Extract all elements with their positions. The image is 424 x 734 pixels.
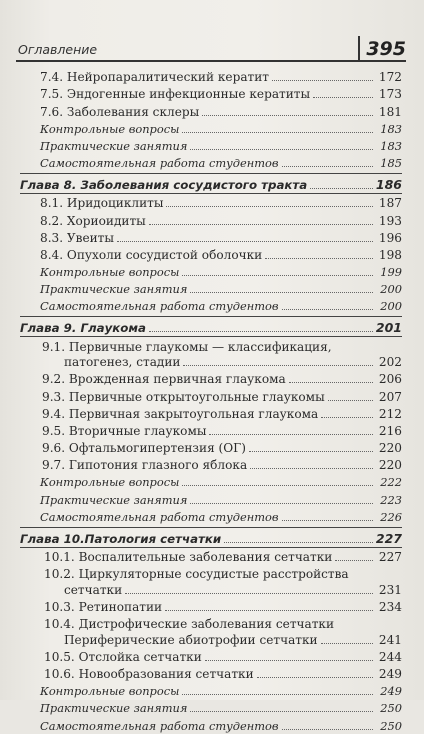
toc-entry-title: Контрольные вопросы bbox=[40, 684, 180, 699]
toc-entry-page: 200 bbox=[380, 299, 402, 314]
toc-entry bbox=[20, 120, 402, 137]
dot-leader bbox=[282, 166, 374, 167]
toc-entry bbox=[20, 682, 402, 699]
toc-chapter-entry bbox=[20, 174, 402, 193]
toc-entry-page: 220 bbox=[378, 441, 402, 456]
toc-entry-title: 7.4. Нейропаралитический кератит bbox=[40, 70, 269, 85]
toc-entry bbox=[20, 370, 402, 387]
toc-entry-title: Практические занятия bbox=[40, 282, 188, 297]
dot-leader bbox=[190, 149, 373, 150]
toc-entry bbox=[20, 716, 402, 733]
dot-leader bbox=[117, 241, 373, 242]
toc-entry-page: 187 bbox=[378, 196, 402, 211]
toc-entry-title: 8.2. Хориоидиты bbox=[40, 213, 146, 228]
toc-entry-page: 227 bbox=[378, 550, 402, 564]
dot-leader bbox=[149, 224, 373, 225]
dot-leader bbox=[182, 485, 373, 486]
toc-entry-page: 250 bbox=[380, 701, 402, 716]
dot-leader bbox=[183, 365, 373, 366]
toc-entry-title: сетчатки bbox=[64, 582, 123, 597]
dot-leader bbox=[282, 309, 374, 310]
running-header bbox=[16, 36, 406, 62]
toc-entry-title: 9.7. Гипотония глазного яблока bbox=[42, 458, 248, 473]
toc-entry-title: 7.5. Эндогенные инфекционные кератиты bbox=[40, 87, 311, 102]
toc-entry-page: 249 bbox=[380, 684, 402, 699]
toc-entry-title: 10.2. Циркуляторные сосудистые расстройства bbox=[44, 567, 349, 582]
dot-leader bbox=[224, 542, 373, 543]
toc-entry-page: 200 bbox=[380, 282, 402, 297]
toc-entry-page: 216 bbox=[378, 423, 402, 438]
toc-entry bbox=[20, 337, 402, 354]
toc-entry-title: Практические занятия bbox=[40, 492, 188, 507]
toc-entry-page: 198 bbox=[378, 247, 402, 262]
table-of-contents bbox=[20, 68, 402, 734]
toc-entry bbox=[20, 632, 402, 648]
dot-leader bbox=[272, 80, 373, 81]
toc-entry bbox=[20, 154, 402, 171]
toc-entry-page: 201 bbox=[375, 320, 402, 336]
toc-entry bbox=[20, 548, 402, 565]
toc-entry-page: 193 bbox=[378, 213, 402, 228]
dot-leader bbox=[335, 560, 373, 561]
toc-entry bbox=[20, 263, 402, 280]
page-number: 395 bbox=[358, 36, 406, 62]
toc-entry bbox=[20, 598, 402, 615]
toc-entry-title: 10.5. Отслойка сетчатки bbox=[44, 649, 202, 664]
toc-entry-title: 8.3. Увеиты bbox=[40, 230, 115, 245]
dot-leader bbox=[166, 206, 373, 207]
toc-entry-page: 183 bbox=[380, 138, 402, 153]
dot-leader bbox=[205, 660, 373, 661]
dot-leader bbox=[149, 331, 373, 332]
toc-entry-title: Глава 8. Заболевания сосудистого тракта bbox=[20, 178, 308, 193]
toc-entry-page: 185 bbox=[380, 156, 402, 171]
toc-entry bbox=[20, 439, 402, 456]
dot-leader bbox=[257, 677, 373, 678]
toc-entry-page: 220 bbox=[378, 458, 402, 473]
toc-entry-page: 231 bbox=[378, 582, 402, 597]
toc-entry bbox=[20, 280, 402, 297]
dot-leader bbox=[202, 115, 373, 116]
toc-chapter-entry bbox=[20, 317, 402, 336]
toc-entry-title: 9.5. Вторичные глаукомы bbox=[42, 423, 207, 438]
dot-leader bbox=[209, 434, 373, 435]
toc-entry-title: Периферические абиотрофии сетчатки bbox=[64, 632, 318, 647]
header-title: Оглавление bbox=[18, 42, 98, 57]
toc-entry-title: Контрольные вопросы bbox=[40, 265, 180, 280]
toc-entry-page: 206 bbox=[378, 372, 402, 387]
toc-entry bbox=[20, 297, 402, 314]
dot-leader bbox=[190, 503, 373, 504]
dot-leader bbox=[282, 729, 374, 730]
toc-entry bbox=[20, 582, 402, 598]
toc-entry-page: 249 bbox=[378, 666, 402, 681]
dot-leader bbox=[289, 382, 373, 383]
toc-entry bbox=[20, 665, 402, 682]
dot-leader bbox=[321, 643, 373, 644]
toc-entry bbox=[20, 137, 402, 154]
toc-entry-title: Глава 9. Глаукома bbox=[20, 321, 146, 336]
toc-entry-title: 9.2. Врожденная первичная глаукома bbox=[42, 372, 286, 387]
toc-entry-title: 10.4. Дистрофические заболевания сетчатки bbox=[44, 617, 335, 632]
toc-entry-title: 9.3. Первичные открытоугольные глаукомы bbox=[42, 389, 325, 404]
toc-entry-page: 181 bbox=[378, 104, 402, 119]
toc-entry bbox=[20, 565, 402, 582]
dot-leader bbox=[328, 400, 373, 401]
dot-leader bbox=[282, 520, 374, 521]
toc-entry-page: 244 bbox=[378, 649, 402, 664]
toc-entry-page: 212 bbox=[378, 406, 402, 421]
toc-entry-title: Контрольные вопросы bbox=[40, 475, 180, 490]
toc-entry bbox=[20, 473, 402, 490]
toc-entry-page: 196 bbox=[378, 230, 402, 245]
toc-entry bbox=[20, 246, 402, 263]
toc-entry bbox=[20, 387, 402, 404]
toc-entry bbox=[20, 422, 402, 439]
toc-entry-title: Самостоятельная работа студентов bbox=[40, 509, 279, 524]
toc-entry-title: Глава 10.Патология сетчатки bbox=[20, 531, 222, 546]
toc-entry-page: 250 bbox=[380, 718, 402, 733]
dot-leader bbox=[182, 275, 373, 276]
dot-leader bbox=[249, 451, 373, 452]
toc-entry bbox=[20, 229, 402, 246]
toc-entry-title: Самостоятельная работа студентов bbox=[40, 718, 279, 733]
toc-entry-page: 186 bbox=[375, 177, 402, 193]
toc-entry-page: 223 bbox=[380, 492, 402, 507]
toc-entry bbox=[20, 648, 402, 665]
toc-entry-title: 9.6. Офтальмогипертензия (ОГ) bbox=[42, 441, 246, 456]
toc-entry-page: 207 bbox=[378, 389, 402, 404]
toc-entry bbox=[20, 615, 402, 632]
toc-entry-title: 7.6. Заболевания склеры bbox=[40, 104, 200, 119]
toc-entry-title: 10.1. Воспалительные заболевания сетчатки bbox=[44, 550, 333, 564]
toc-entry bbox=[20, 194, 402, 211]
toc-entry bbox=[20, 85, 402, 102]
toc-entry-page: 202 bbox=[378, 355, 402, 370]
dot-leader bbox=[182, 694, 373, 695]
toc-entry bbox=[20, 699, 402, 716]
dot-leader bbox=[182, 132, 373, 133]
toc-entry-page: 226 bbox=[380, 509, 402, 524]
toc-entry-title: патогенез, стадии bbox=[64, 355, 181, 370]
toc-entry-title: 9.4. Первичная закрытоугольная глаукома bbox=[42, 406, 319, 421]
dot-leader bbox=[165, 610, 373, 611]
toc-entry-title: Практические занятия bbox=[40, 138, 188, 153]
dot-leader bbox=[310, 188, 373, 189]
dot-leader bbox=[125, 593, 373, 594]
toc-entry-title: 10.6. Новообразования сетчатки bbox=[44, 666, 254, 681]
dot-leader bbox=[265, 258, 373, 259]
toc-entry-title: 9.1. Первичные глаукомы — классификация, bbox=[42, 339, 332, 354]
toc-entry bbox=[20, 508, 402, 525]
toc-entry-page: 172 bbox=[378, 70, 402, 85]
toc-entry-page: 199 bbox=[380, 265, 402, 280]
toc-entry-page: 241 bbox=[378, 632, 402, 647]
toc-entry-title: Самостоятельная работа студентов bbox=[40, 299, 279, 314]
toc-entry bbox=[20, 68, 402, 85]
toc-entry-page: 183 bbox=[380, 121, 402, 136]
toc-entry bbox=[20, 405, 402, 422]
dot-leader bbox=[190, 292, 373, 293]
dot-leader bbox=[250, 468, 373, 469]
toc-entry bbox=[20, 102, 402, 119]
toc-entry bbox=[20, 211, 402, 228]
toc-entry bbox=[20, 490, 402, 507]
toc-entry-page: 227 bbox=[375, 530, 402, 546]
toc-entry-title: 8.1. Иридоциклиты bbox=[40, 196, 164, 211]
toc-entry-title: 8.4. Опухоли сосудистой оболочки bbox=[40, 247, 263, 262]
toc-entry bbox=[20, 456, 402, 473]
toc-entry-title: Практические занятия bbox=[40, 701, 188, 716]
dot-leader bbox=[190, 711, 373, 712]
toc-entry bbox=[20, 355, 402, 371]
toc-entry-title: Самостоятельная работа студентов bbox=[40, 156, 279, 171]
dot-leader bbox=[313, 97, 373, 98]
toc-entry-page: 222 bbox=[380, 475, 402, 490]
toc-chapter-entry bbox=[20, 528, 402, 547]
toc-entry-page: 173 bbox=[378, 87, 402, 102]
toc-entry-title: 10.3. Ретинопатии bbox=[44, 599, 163, 614]
toc-entry-page: 234 bbox=[378, 599, 402, 614]
dot-leader bbox=[321, 417, 373, 418]
toc-entry-title: Контрольные вопросы bbox=[40, 121, 180, 136]
